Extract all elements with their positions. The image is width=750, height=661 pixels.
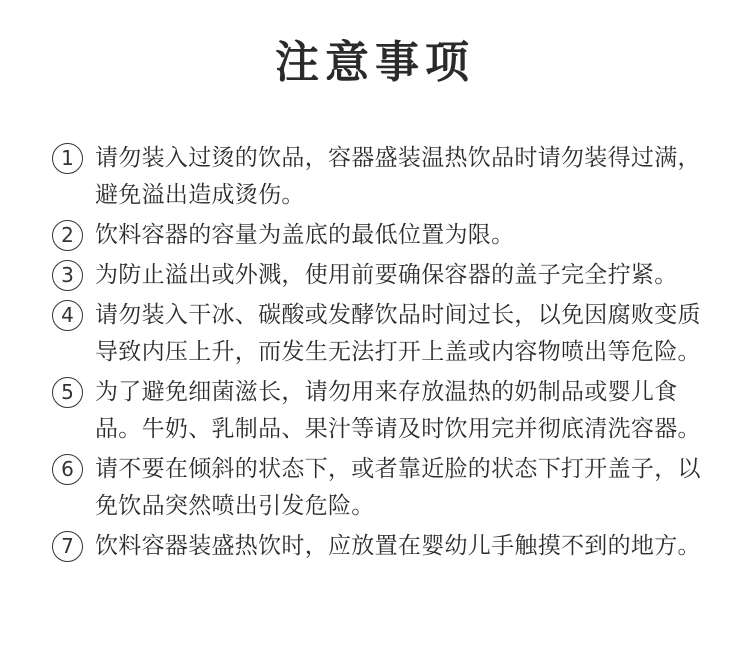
note-text: 饮料容器装盛热饮时，应放置在婴幼儿手触摸不到的地方。 bbox=[95, 533, 701, 559]
note-item-1 bbox=[52, 140, 702, 214]
note-text: 饮料容器的容量为盖底的最低位置为限。 bbox=[95, 222, 515, 248]
note-number-badge: 5 bbox=[52, 377, 83, 408]
note-text: 为防止溢出或外溅，使用前要确保容器的盖子完全拧紧。 bbox=[95, 262, 678, 288]
note-text: 请勿装入过烫的饮品，容器盛装温热饮品时请勿装得过满，避免溢出造成烫伤。 bbox=[95, 145, 701, 208]
note-item-3 bbox=[52, 257, 702, 294]
note-number-badge: 3 bbox=[52, 260, 83, 291]
note-item-2 bbox=[52, 217, 702, 254]
note-number-badge: 4 bbox=[52, 300, 83, 331]
note-item-4 bbox=[52, 297, 702, 371]
page-title: 注意事项 bbox=[275, 37, 475, 88]
note-number-badge: 7 bbox=[52, 531, 83, 562]
note-text: 为了避免细菌滋长，请勿用来存放温热的奶制品或婴儿食品。牛奶、乳制品、果汁等请及时饮用完并彻底清洗容器。 bbox=[95, 379, 701, 442]
note-text: 请勿装入干冰、碳酸或发酵饮品时间过长，以免因腐败变质导致内压上升，而发生无法打开上盖或内容物喷出等危险。 bbox=[95, 302, 701, 365]
note-number-badge: 6 bbox=[52, 454, 83, 485]
note-text: 请不要在倾斜的状态下，或者靠近脸的状态下打开盖子，以免饮品突然喷出引发危险。 bbox=[95, 456, 701, 519]
note-number-badge: 1 bbox=[52, 143, 83, 174]
notes-list bbox=[52, 140, 702, 568]
note-item-7 bbox=[52, 528, 702, 565]
note-item-5 bbox=[52, 374, 702, 448]
note-item-6 bbox=[52, 451, 702, 525]
note-number-badge: 2 bbox=[52, 220, 83, 251]
